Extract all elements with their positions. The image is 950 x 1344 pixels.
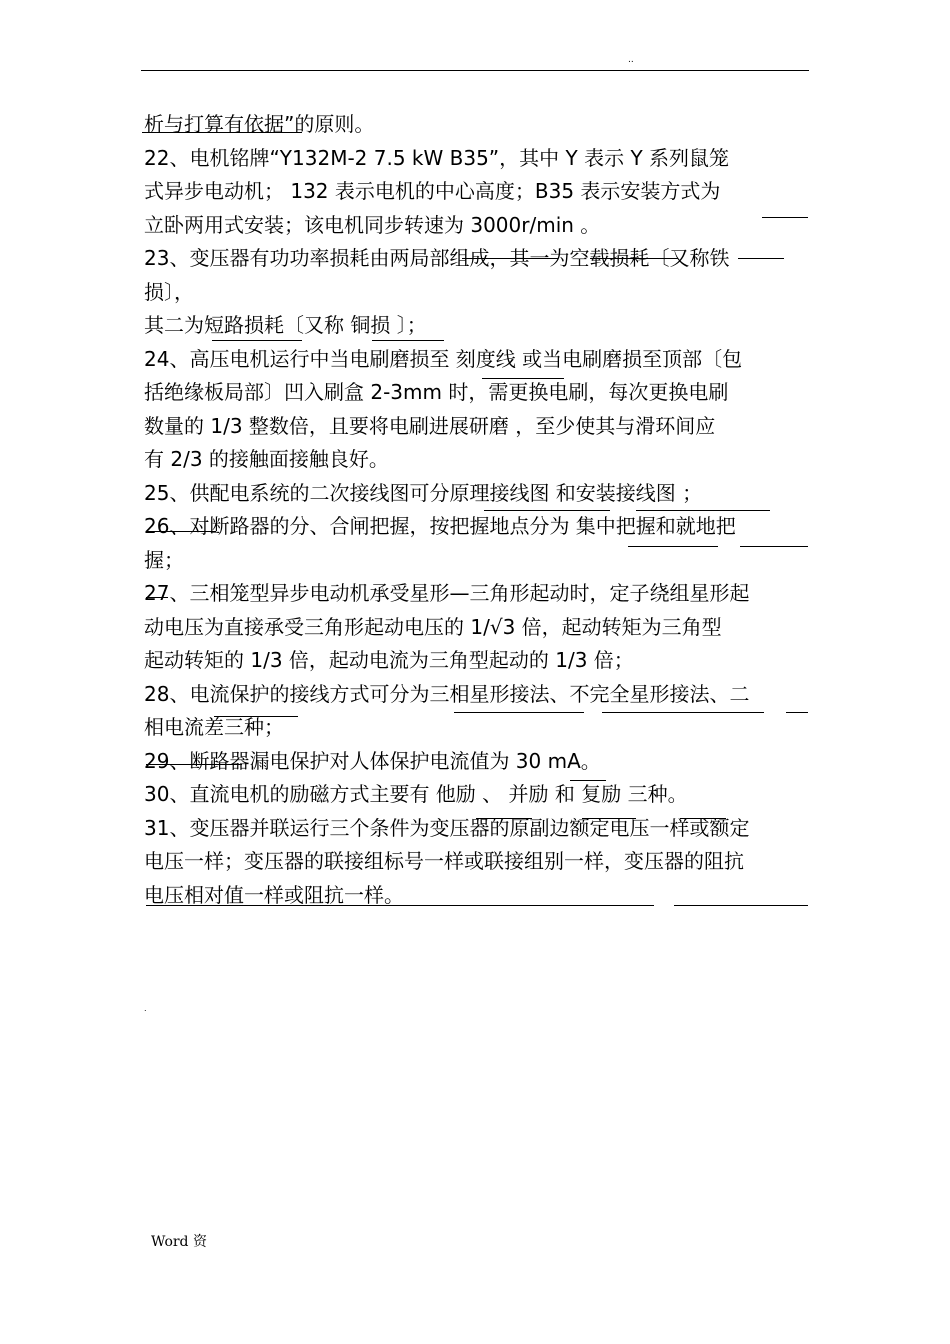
blank-underline <box>372 340 444 341</box>
strike-mark <box>146 597 168 598</box>
blank-underline <box>484 510 610 511</box>
text-line: 30、直流电机的励磁方式主要有 他励 、 并励 和 复励 三种。 <box>144 782 688 806</box>
blank-underline <box>214 716 298 717</box>
strike-mark <box>146 531 216 532</box>
text-line: 电压一样；变压器的联接组标号一样或联接组别一样，变压器的阻抗 <box>144 849 744 873</box>
blank-underline <box>786 712 808 713</box>
blank-underline <box>212 340 302 341</box>
blank-underline <box>740 546 808 547</box>
blank-underline <box>762 217 808 218</box>
text-line: 26、对断路器的分、合闸把握，按把握地点分为 集中把握和就地把 <box>144 514 736 538</box>
blank-underline <box>476 818 532 819</box>
text-line: 括绝缘板局部〕凹入刷盒 2-3mm 时，需更换电刷，每次更换电刷 <box>144 380 729 404</box>
blank-underline <box>674 905 808 906</box>
text-line: 有 2/3 的接触面接触良好。 <box>144 447 389 471</box>
footer-text: Word 资 <box>151 1234 207 1250</box>
text-line: 式异步电动机； 132 表示电机的中心高度；B35 表示安装方式为 <box>144 179 721 203</box>
strike-mark <box>146 905 416 906</box>
text-line: 其二为短路损耗〔又称 铜损 〕； <box>144 313 427 337</box>
blank-underline <box>680 818 726 819</box>
text-line: 握； <box>144 547 184 572</box>
text-line: 动电压为直接承受三角形起动电压的 1/√3 倍，起动转矩为三角型 <box>144 614 722 639</box>
blank-underline <box>570 780 606 781</box>
blank-underline <box>636 510 770 511</box>
blank-underline <box>462 258 558 259</box>
header-rule <box>141 70 809 71</box>
blank-underline <box>142 132 302 133</box>
text-line: 起动转矩的 1/3 倍，起动电流为三角型起动的 1/3 倍； <box>144 648 634 672</box>
text-line: 24、高压电机运行中当电刷磨损至 刻度线 或当电刷磨损至顶部〔包 <box>144 346 743 371</box>
text-line: 立卧两用式安装；该电机同步转速为 3000r/min 。 <box>144 212 601 237</box>
text-line: 电压相对值一样或阻抗一样。 <box>144 882 404 907</box>
text-line: 23、变压器有功功率损耗由两局部组成，其一为空载损耗〔又称铁 <box>144 246 730 270</box>
blank-underline <box>602 712 764 713</box>
text-line: 损〕， <box>144 279 194 304</box>
text-line: 相电流差三种； <box>144 715 284 739</box>
blank-underline <box>590 258 678 259</box>
blank-underline <box>582 818 636 819</box>
blank-underline <box>738 258 784 259</box>
page-mark: . <box>144 1004 147 1013</box>
text-line: 析与打算有依据”的原则。 <box>144 112 375 136</box>
strike-mark <box>146 764 242 765</box>
blank-underline <box>454 712 584 713</box>
text-line: 31、变压器并联运行三个条件为变压器的原副边额定电压一样或额定 <box>144 815 750 840</box>
blank-underline <box>482 378 564 379</box>
text-line: 数量的 1/3 整数倍，且要将电刷进展研磨 ，至少使其与滑环间应 <box>144 413 716 438</box>
text-line: 22、电机铭牌“Y132M-2 7.5 kW B35”，其中 Y 表示 Y 系列鼠笼 <box>144 145 730 170</box>
text-line: 29、断路器漏电保护对人体保护电流值为 30 mA。 <box>144 748 601 773</box>
blank-underline <box>628 546 718 547</box>
blank-underline <box>408 905 654 906</box>
text-line: 27、三相笼型异步电动机承受星形—三角形起动时，定子绕组星形起 <box>144 581 750 605</box>
text-line: 25、供配电系统的二次接线图可分原理接线图 和安装接线图 ； <box>144 480 703 505</box>
text-line: 28、电流保护的接线方式可分为三相星形接法、不完全星形接法、二 <box>144 681 750 706</box>
header-marker: .. <box>628 55 634 65</box>
